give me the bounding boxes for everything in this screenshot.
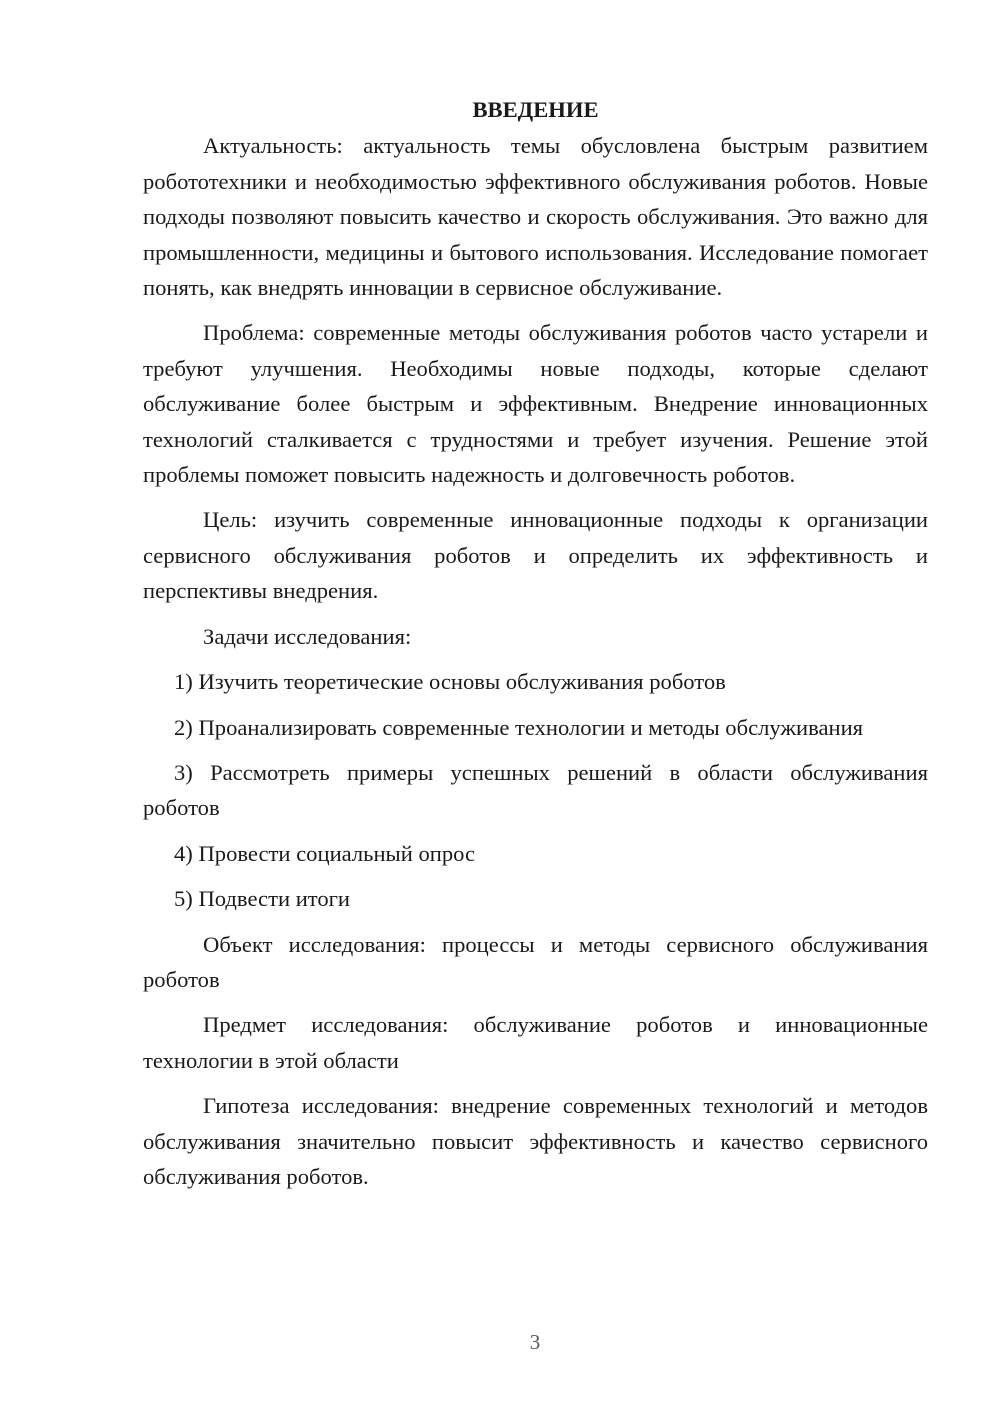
relevance-paragraph: Актуальность: актуальность темы обусловлена быстрым развитием робототехники и необходимостью эффективного обслуживания роботов. Новые подходы позволяют повысить качество и скорость обслуживания. Это важно для промышленности, медицины и бытового использования. Исследование помогает понять, как внедрять инновации в сервисное обслуживание. xyxy=(143,133,928,301)
section-title: ВВЕДЕНИЕ xyxy=(472,97,599,122)
task-item-3: 3) Рассмотреть примеры успешных решений в области обслуживания роботов xyxy=(143,759,928,821)
page-number: 3 xyxy=(529,1330,541,1354)
problem-paragraph: Проблема: современные методы обслуживания роботов часто устарели и требуют улучшения. Необходимы новые подходы, которые сделают обслуживание более быстрым и эффективным. Внедрение инновационных технологий сталкивается с трудностями и требует изучения. Решение этой проблемы поможет повысить надежность и долговечность роботов. xyxy=(143,320,928,488)
subject-paragraph: Предмет исследования: обслуживание роботов и инновационные технологии в этой области xyxy=(143,1012,928,1073)
goal-paragraph: Цель: изучить современные инновационные подходы к организации сервисного обслуживания роботов и определить их эффективность и перспективы внедрения. xyxy=(143,507,928,604)
hypothesis-paragraph: Гипотеза исследования: внедрение современных технологий и методов обслуживания значительно повысит эффективность и качество сервисного обслуживания роботов. xyxy=(143,1093,928,1189)
tasks-heading: Задачи исследования: xyxy=(203,623,412,649)
task-item-1: 1) Изучить теоретические основы обслуживания роботов xyxy=(174,669,726,695)
task-item-5: 5) Подвести итоги xyxy=(174,886,351,912)
task-item-4: 4) Провести социальный опрос xyxy=(174,840,476,866)
task-item-2: 2) Проанализировать современные технологии и методы обслуживания xyxy=(174,714,864,740)
page-content xyxy=(143,92,928,1204)
object-paragraph: Объект исследования: процессы и методы сервисного обслуживания роботов xyxy=(143,931,928,992)
